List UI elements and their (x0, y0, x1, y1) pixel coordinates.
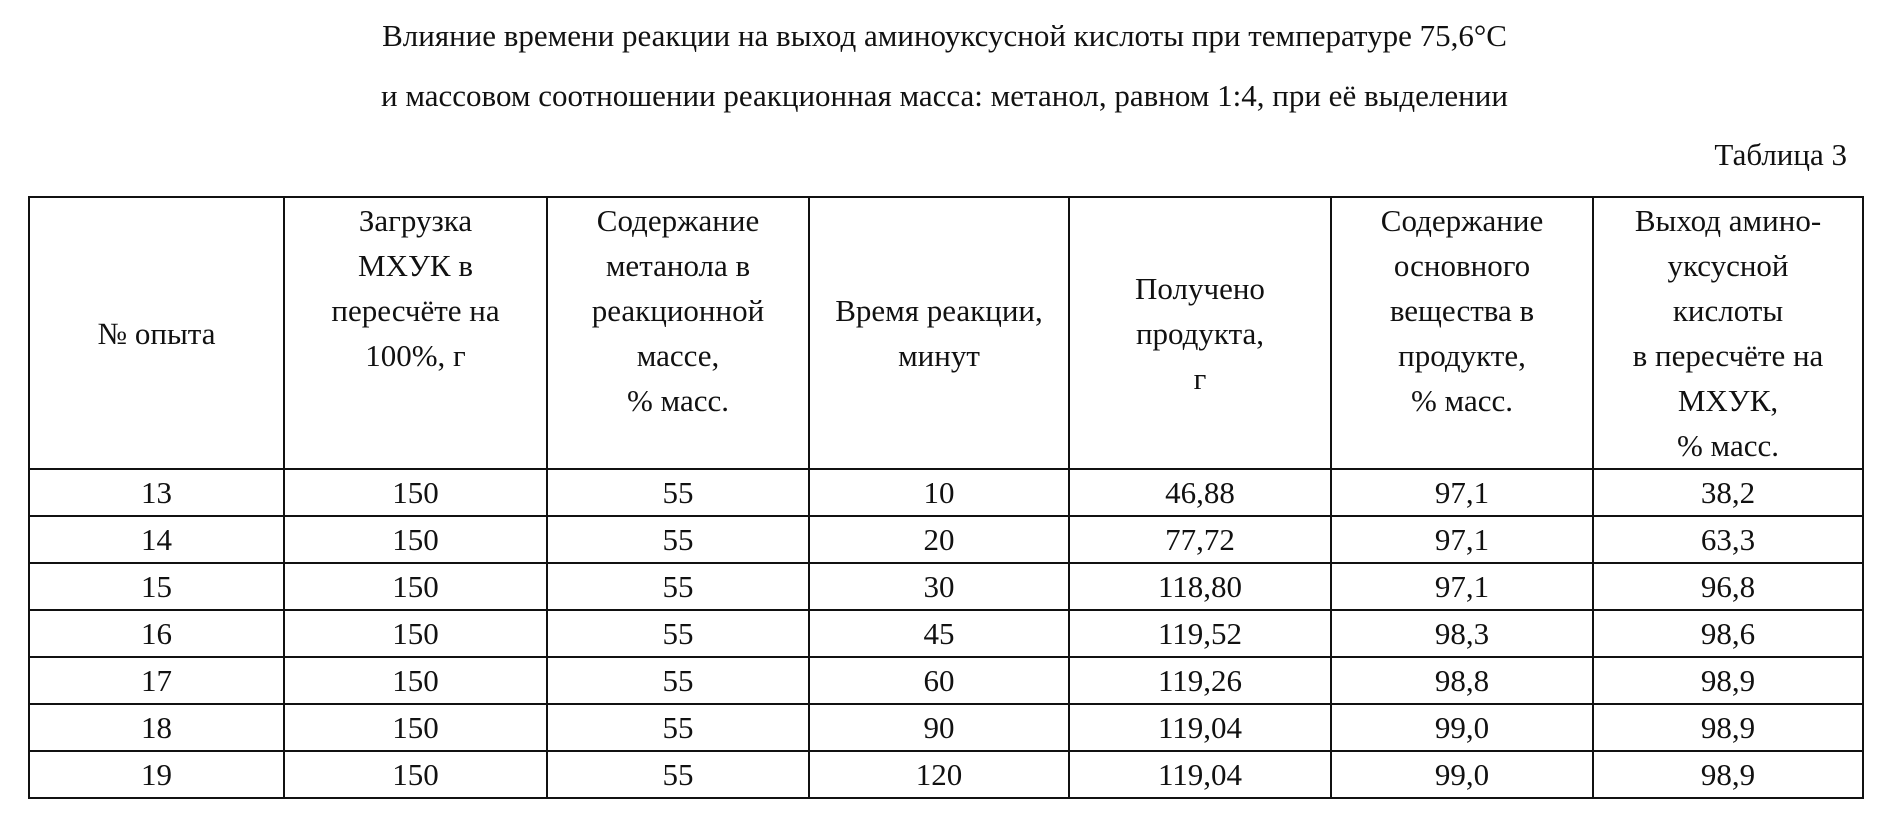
table-row (29, 751, 1863, 798)
table-row (29, 657, 1863, 704)
cell-glycine-yield: 38,2 (1593, 469, 1863, 516)
cell-product-obtained: 118,80 (1069, 563, 1331, 610)
cell-reaction-time: 10 (809, 469, 1069, 516)
cell-mcaa-load: 150 (284, 469, 547, 516)
header-main-substance-content: Содержание основного вещества в продукте, % масс. (1331, 197, 1593, 469)
cell-reaction-time: 120 (809, 751, 1069, 798)
cell-product-obtained: 119,52 (1069, 610, 1331, 657)
cell-experiment-number: 15 (29, 563, 284, 610)
cell-glycine-yield: 98,9 (1593, 704, 1863, 751)
cell-main-substance-content: 97,1 (1331, 516, 1593, 563)
header-experiment-number: № опыта (29, 197, 284, 469)
cell-glycine-yield: 96,8 (1593, 563, 1863, 610)
cell-mcaa-load: 150 (284, 610, 547, 657)
cell-glycine-yield: 98,9 (1593, 751, 1863, 798)
header-product-obtained: Получено продукта, г (1069, 197, 1331, 469)
cell-product-obtained: 46,88 (1069, 469, 1331, 516)
cell-reaction-time: 45 (809, 610, 1069, 657)
cell-experiment-number: 17 (29, 657, 284, 704)
cell-experiment-number: 13 (29, 469, 284, 516)
cell-mcaa-load: 150 (284, 751, 547, 798)
cell-mcaa-load: 150 (284, 516, 547, 563)
cell-mcaa-load: 150 (284, 657, 547, 704)
table-row (29, 610, 1863, 657)
cell-methanol-content: 55 (547, 704, 809, 751)
cell-main-substance-content: 99,0 (1331, 751, 1593, 798)
cell-methanol-content: 55 (547, 563, 809, 610)
cell-main-substance-content: 98,8 (1331, 657, 1593, 704)
table-row (29, 516, 1863, 563)
cell-product-obtained: 119,26 (1069, 657, 1331, 704)
cell-experiment-number: 16 (29, 610, 284, 657)
cell-glycine-yield: 98,6 (1593, 610, 1863, 657)
document-title-line-2: и массовом соотношении реакционная масса: метанол, равном 1:4, при её выделении (381, 78, 1508, 113)
table-row (29, 704, 1863, 751)
cell-main-substance-content: 99,0 (1331, 704, 1593, 751)
cell-main-substance-content: 97,1 (1331, 469, 1593, 516)
cell-reaction-time: 60 (809, 657, 1069, 704)
cell-methanol-content: 55 (547, 751, 809, 798)
table-row (29, 469, 1863, 516)
document-title-line-1: Влияние времени реакции на выход аминоуксусной кислоты при температуре 75,6°С (382, 18, 1507, 53)
cell-reaction-time: 30 (809, 563, 1069, 610)
cell-glycine-yield: 63,3 (1593, 516, 1863, 563)
table-header-row (29, 197, 1863, 469)
cell-methanol-content: 55 (547, 657, 809, 704)
cell-methanol-content: 55 (547, 610, 809, 657)
header-methanol-content: Содержание метанола в реакционной массе, % масс. (547, 197, 809, 469)
cell-reaction-time: 90 (809, 704, 1069, 751)
cell-methanol-content: 55 (547, 469, 809, 516)
cell-methanol-content: 55 (547, 516, 809, 563)
cell-mcaa-load: 150 (284, 704, 547, 751)
cell-glycine-yield: 98,9 (1593, 657, 1863, 704)
header-mcaa-load: Загрузка МХУК в пересчёте на 100%, г (284, 197, 547, 469)
table-label: Таблица 3 (1714, 137, 1847, 172)
header-reaction-time: Время реакции, минут (809, 197, 1069, 469)
cell-product-obtained: 77,72 (1069, 516, 1331, 563)
cell-mcaa-load: 150 (284, 563, 547, 610)
cell-experiment-number: 19 (29, 751, 284, 798)
cell-main-substance-content: 98,3 (1331, 610, 1593, 657)
header-glycine-yield: Выход амино- уксусной кислоты в пересчёте на МХУК, % масс. (1593, 197, 1863, 469)
cell-product-obtained: 119,04 (1069, 704, 1331, 751)
cell-main-substance-content: 97,1 (1331, 563, 1593, 610)
cell-reaction-time: 20 (809, 516, 1069, 563)
table-row (29, 563, 1863, 610)
cell-experiment-number: 14 (29, 516, 284, 563)
results-table (28, 196, 1864, 799)
cell-experiment-number: 18 (29, 704, 284, 751)
cell-product-obtained: 119,04 (1069, 751, 1331, 798)
